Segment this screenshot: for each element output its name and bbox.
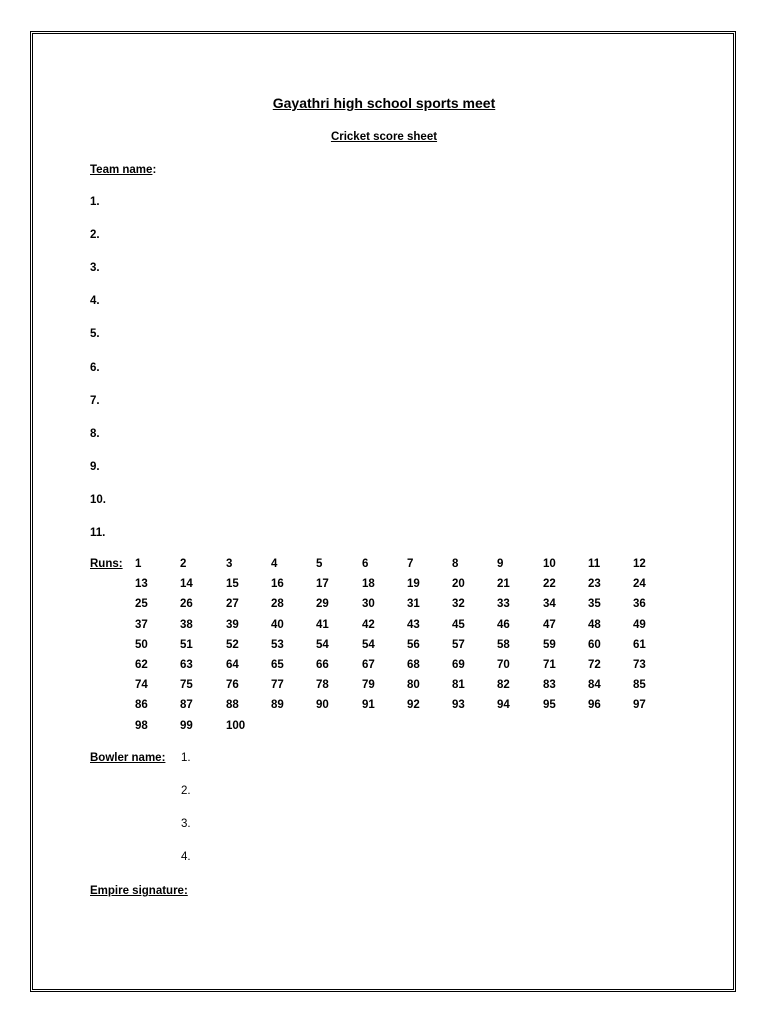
- team-name-label: [90, 164, 156, 176]
- runs-cell: 10: [543, 558, 556, 570]
- runs-cell: 93: [452, 699, 465, 712]
- runs-cell: 36: [633, 598, 646, 611]
- runs-cell: 65: [271, 658, 284, 671]
- runs-cell: 83: [543, 679, 556, 692]
- runs-label: [90, 558, 123, 570]
- runs-cell: 35: [588, 598, 601, 611]
- runs-cell: 8: [452, 558, 459, 570]
- runs-cell: 13: [135, 578, 148, 591]
- runs-cell: 22: [543, 578, 556, 591]
- runs-cell: 11: [588, 558, 601, 570]
- runs-cell: 68: [407, 658, 420, 671]
- signature-label-text: Empire signature:: [90, 885, 188, 897]
- runs-cell: 98: [135, 719, 148, 732]
- runs-cell: 80: [407, 679, 420, 692]
- runs-cell: 72: [588, 658, 601, 671]
- runs-cell: 20: [452, 578, 465, 591]
- runs-cell: 28: [271, 598, 284, 611]
- runs-cell: 12: [633, 558, 646, 570]
- runs-cell: 54: [316, 638, 329, 651]
- runs-cell: 2: [180, 558, 187, 570]
- runs-cell: 59: [543, 638, 556, 651]
- runs-cell: 87: [180, 699, 193, 712]
- bowler-name-label: [90, 752, 165, 764]
- runs-cell: 89: [271, 699, 284, 712]
- runs-cell: 52: [226, 638, 239, 651]
- runs-cell: 96: [588, 699, 601, 712]
- runs-cell: 43: [407, 618, 420, 631]
- runs-cell: 56: [407, 638, 420, 651]
- player-number: 4.: [90, 295, 100, 308]
- runs-cell: 39: [226, 618, 239, 631]
- runs-cell: 5: [316, 558, 323, 570]
- player-number: 8.: [90, 427, 100, 440]
- runs-cell: 74: [135, 679, 148, 692]
- runs-cell: 16: [271, 578, 284, 591]
- player-number: 1.: [90, 196, 100, 208]
- runs-cell: 69: [452, 658, 465, 671]
- runs-cell: 60: [588, 638, 601, 651]
- runs-cell: 38: [180, 618, 193, 631]
- runs-cell: 94: [497, 699, 510, 712]
- runs-cell: 86: [135, 699, 148, 712]
- runs-cell: 79: [362, 679, 375, 692]
- runs-cell: 66: [316, 658, 329, 671]
- runs-cell: 23: [588, 578, 601, 591]
- runs-cell: 18: [362, 578, 375, 591]
- runs-cell: 17: [316, 578, 329, 591]
- runs-cell: 49: [633, 618, 646, 631]
- runs-cell: 19: [407, 578, 420, 591]
- runs-cell: 47: [543, 618, 556, 631]
- bowler-number: 2.: [181, 785, 191, 797]
- player-number: 9.: [90, 460, 100, 473]
- runs-cell: 50: [135, 638, 148, 651]
- runs-cell: 27: [226, 598, 239, 611]
- runs-cell: 37: [135, 618, 148, 631]
- runs-cell: 78: [316, 679, 329, 692]
- runs-cell: 34: [543, 598, 556, 611]
- runs-cell: 1: [135, 558, 142, 570]
- runs-cell: 76: [226, 679, 239, 692]
- runs-cell: 32: [452, 598, 465, 611]
- runs-cell: 100: [226, 719, 246, 732]
- player-number: 5.: [90, 328, 100, 341]
- runs-label-text: Runs:: [90, 558, 123, 570]
- runs-cell: 84: [588, 679, 601, 692]
- page-title: Gayathri high school sports meet: [272, 95, 496, 111]
- runs-cell: 53: [271, 638, 284, 651]
- runs-cell: 25: [135, 598, 148, 611]
- runs-cell: 70: [497, 658, 510, 671]
- runs-cell: 33: [497, 598, 510, 611]
- runs-cell: 67: [362, 658, 375, 671]
- page-subtitle: Cricket score sheet: [330, 131, 438, 143]
- runs-cell: 62: [135, 658, 148, 671]
- runs-cell: 63: [180, 658, 193, 671]
- bowler-number: 4.: [181, 851, 191, 863]
- runs-cell: 29: [316, 598, 329, 611]
- runs-cell: 90: [316, 699, 329, 712]
- runs-cell: 40: [271, 618, 284, 631]
- runs-cell: 14: [180, 578, 193, 591]
- runs-cell: 54: [362, 638, 375, 651]
- runs-cell: 7: [407, 558, 414, 570]
- runs-cell: 42: [362, 618, 375, 631]
- runs-cell: 48: [588, 618, 601, 631]
- runs-cell: 91: [362, 699, 375, 712]
- runs-cell: 58: [497, 638, 510, 651]
- runs-cell: 6: [362, 558, 369, 570]
- runs-cell: 46: [497, 618, 510, 631]
- runs-cell: 31: [407, 598, 420, 611]
- runs-cell: 26: [180, 598, 193, 611]
- runs-cell: 51: [180, 638, 193, 651]
- bowler-name-label-text: Bowler name:: [90, 752, 166, 764]
- runs-cell: 92: [407, 699, 420, 712]
- runs-cell: 9: [497, 558, 504, 570]
- runs-cell: 64: [226, 658, 239, 671]
- runs-cell: 81: [452, 679, 465, 692]
- player-number: 6.: [90, 361, 100, 374]
- player-number: 11.: [90, 527, 106, 539]
- runs-cell: 21: [497, 578, 510, 591]
- player-number: 10.: [90, 493, 106, 506]
- bowler-number: 3.: [181, 818, 191, 830]
- bowler-number: 1.: [181, 752, 191, 764]
- runs-cell: 71: [543, 658, 556, 671]
- runs-cell: 75: [180, 679, 193, 692]
- signature-label: [90, 885, 188, 897]
- runs-cell: 4: [271, 558, 278, 570]
- team-name-colon: :: [152, 164, 157, 176]
- runs-cell: 73: [633, 658, 646, 671]
- runs-cell: 97: [633, 699, 646, 712]
- player-number: 3.: [90, 262, 100, 275]
- runs-cell: 3: [226, 558, 233, 570]
- runs-cell: 30: [362, 598, 375, 611]
- team-name-label-text: Team name: [90, 164, 153, 176]
- player-number: 2.: [90, 229, 100, 242]
- runs-cell: 24: [633, 578, 646, 591]
- runs-cell: 77: [271, 679, 284, 692]
- runs-cell: 41: [316, 618, 329, 631]
- runs-cell: 45: [452, 618, 465, 631]
- runs-cell: 95: [543, 699, 556, 712]
- runs-cell: 88: [226, 699, 239, 712]
- runs-cell: 99: [180, 719, 193, 732]
- runs-cell: 85: [633, 679, 646, 692]
- runs-cell: 57: [452, 638, 465, 651]
- runs-cell: 15: [226, 578, 239, 591]
- runs-cell: 61: [633, 638, 646, 651]
- runs-cell: 82: [497, 679, 510, 692]
- player-number: 7.: [90, 394, 100, 407]
